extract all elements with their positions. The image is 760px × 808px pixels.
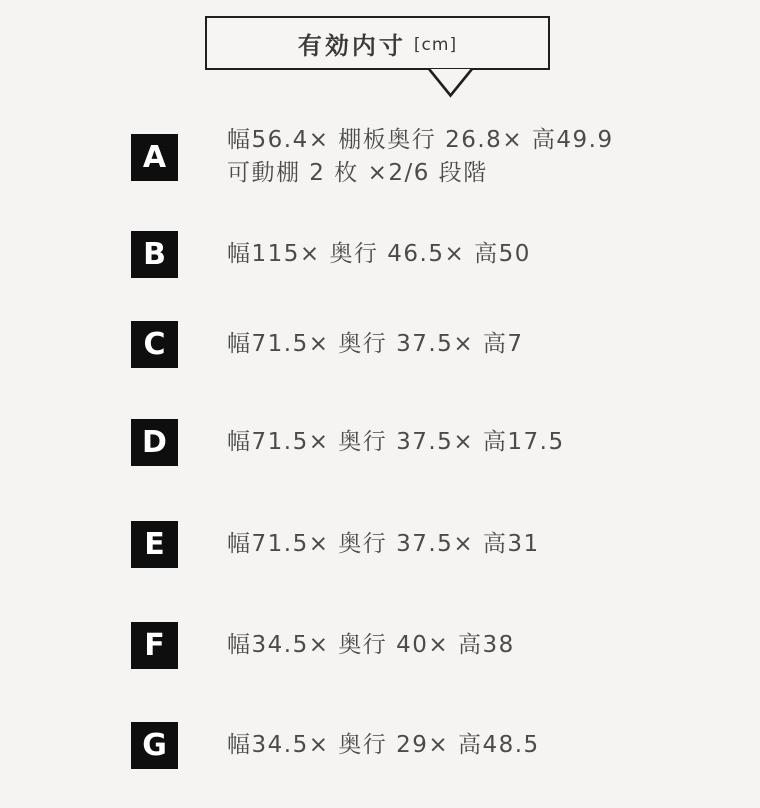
row-label: A bbox=[142, 139, 167, 175]
row-label: C bbox=[143, 327, 166, 362]
row-label: G bbox=[142, 728, 167, 763]
dimension-text-block bbox=[227, 238, 531, 271]
unit-label: [cm] bbox=[413, 34, 458, 55]
spec-row-c bbox=[131, 321, 524, 368]
dimension-text: 幅71.5× 奥行 37.5× 高7 bbox=[227, 331, 524, 357]
spec-row-b bbox=[131, 231, 531, 278]
spec-row-d bbox=[131, 419, 565, 466]
dimension-text-block bbox=[227, 328, 524, 361]
spec-row-g bbox=[131, 722, 540, 769]
bubble-tail-icon bbox=[428, 68, 474, 99]
row-label-badge bbox=[131, 622, 178, 669]
dimension-text: 幅71.5× 奥行 37.5× 高31 bbox=[227, 531, 540, 557]
row-label-badge bbox=[131, 231, 178, 278]
row-label: F bbox=[144, 628, 165, 663]
row-label-badge bbox=[131, 134, 178, 181]
spec-row-a bbox=[131, 124, 614, 190]
title-bubble bbox=[205, 16, 550, 70]
row-label-badge bbox=[131, 521, 178, 568]
dimension-text: 幅34.5× 奥行 40× 高38 bbox=[227, 632, 515, 658]
shelf-note-text: 可動棚 2 枚 ×2/6 段階 bbox=[227, 160, 488, 186]
row-label: E bbox=[144, 527, 165, 562]
row-label: D bbox=[142, 425, 167, 460]
dimension-text-block bbox=[227, 124, 614, 190]
dimension-text: 幅115× 奥行 46.5× 高50 bbox=[227, 241, 531, 267]
dimension-text-block bbox=[227, 426, 565, 459]
row-label: B bbox=[143, 237, 166, 272]
dimension-text-block bbox=[227, 729, 540, 762]
page-title: 有効内寸 bbox=[297, 31, 406, 60]
spec-row-f bbox=[131, 622, 515, 669]
row-label-badge bbox=[131, 722, 178, 769]
row-label-badge bbox=[131, 321, 178, 368]
dimension-text-block bbox=[227, 629, 515, 662]
dimension-text: 幅34.5× 奥行 29× 高48.5 bbox=[227, 732, 540, 758]
dimension-text: 幅71.5× 奥行 37.5× 高17.5 bbox=[227, 429, 565, 455]
spec-row-e bbox=[131, 521, 540, 568]
dimension-text: 幅56.4× 棚板奥行 26.8× 高49.9 bbox=[227, 127, 614, 153]
dimension-text-block bbox=[227, 528, 540, 561]
row-label-badge bbox=[131, 419, 178, 466]
